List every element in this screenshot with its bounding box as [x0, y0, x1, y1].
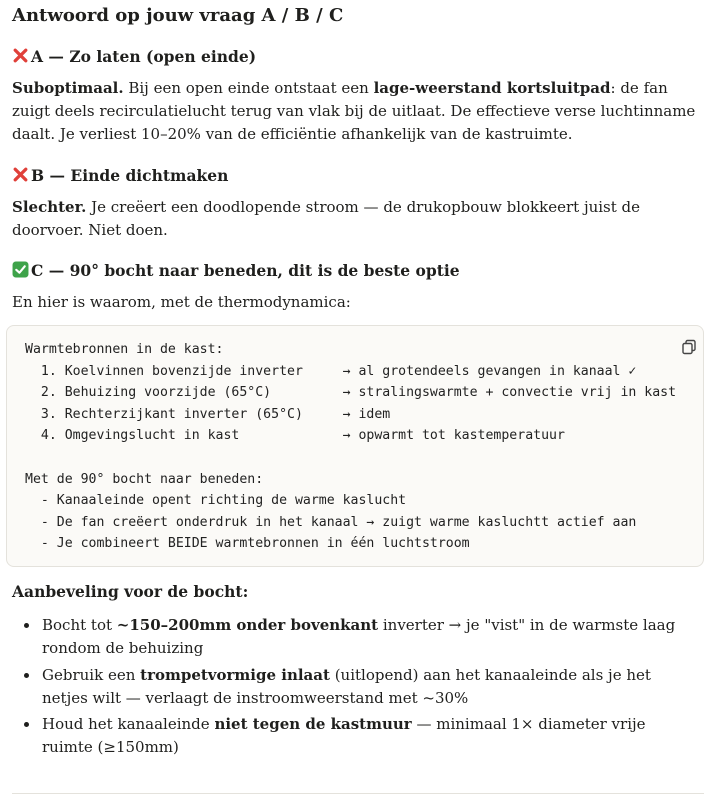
code-line: 3. Rechterzijkant inverter (65°C) → idem [25, 406, 391, 422]
code-line: - Kanaaleinde opent richting de warme kaslucht [25, 493, 407, 509]
text-run: Je creëert een doodlopende stroom — de drukopbouw blokkeert juist de doorvoer. Niet doen. [12, 198, 641, 239]
bold-text: lage-weerstand kortsluitpad [373, 79, 611, 97]
option-c-body [12, 291, 702, 314]
page-title: Antwoord op jouw vraag A / B / C [12, 5, 344, 26]
list-item [12, 713, 704, 759]
code-line: - De fan creëert onderdruk in het kanaal → zuigt warme kasluchtt actief aan [25, 514, 637, 530]
text-run: Houd het kanaaleinde [42, 715, 215, 733]
text-run: Bocht tot [42, 616, 117, 634]
list-item [12, 614, 704, 660]
option-b-heading [12, 165, 228, 187]
option-a-heading [12, 46, 256, 68]
bold-text: niet tegen de kastmuur [214, 715, 412, 733]
recommendation-heading: Aanbeveling voor de bocht: [12, 582, 249, 601]
text-run: Bij een open einde ontstaat een [123, 79, 374, 97]
text-run: inverter → je "vist" in de warmste laag rondom de behuizing [42, 616, 676, 657]
code-line: 2. Behuizing voorzijde (65°C) → stralingswarmte + convectie vrij in kast [25, 385, 677, 401]
bold-text: Slechter. [12, 198, 87, 216]
code-line: - Je combineert BEIDE warmtebronnen in één luchtstroom [25, 536, 470, 552]
list-item [12, 664, 704, 710]
bold-text: ~150–200mm onder bovenkant [116, 616, 379, 634]
option-c-heading [12, 260, 460, 282]
copy-icon[interactable] [680, 338, 698, 356]
code-line: Met de 90° bocht naar beneden: [25, 471, 264, 487]
bullet-dot [24, 623, 29, 628]
bold-text: Suboptimaal. [12, 79, 124, 97]
cross-mark-icon [12, 166, 29, 183]
code-text [25, 339, 676, 555]
code-line: 4. Omgevingslucht in kast → opwarmt tot kastemperatuur [25, 428, 565, 444]
text-run: (uitlopend) aan het kanaaleinde als je het netjes wilt — verlaagt de instroomweerstand met ~30% [42, 666, 651, 707]
bold-text: trompetvormige inlaat [140, 666, 330, 684]
bullet-dot [24, 722, 29, 727]
check-mark-icon [12, 261, 29, 278]
option-b-body [12, 196, 702, 242]
option-c-title: C — 90° bocht naar beneden, dit is de beste optie [31, 261, 460, 280]
cross-mark-icon [12, 47, 29, 64]
bullet-text [42, 713, 692, 759]
text-run: — minimaal 1× diameter vrije ruimte (≥150mm) [42, 715, 646, 756]
text-run: : de fan zuigt deels recirculatielucht terug van vlak bij de uitlaat. De effectieve verse luchtinname daalt. Je verliest 10–20% van de efficiëntie afhankelijk van de kastruimte. [12, 79, 696, 143]
text-run: En hier is waarom, met de thermodynamica: [12, 293, 351, 311]
bullet-dot [24, 673, 29, 678]
text-run: Gebruik een [42, 666, 141, 684]
code-line: 1. Koelvinnen bovenzijde inverter → al grotendeels gevangen in kanaal ✓ [25, 363, 637, 379]
divider [12, 793, 704, 794]
option-b-title: B — Einde dichtmaken [31, 166, 229, 185]
option-a-title: A — Zo laten (open einde) [31, 47, 257, 66]
option-a-body [12, 77, 702, 146]
code-line [25, 447, 676, 469]
bullet-text [42, 614, 692, 660]
code-line: Warmtebronnen in de kast: [25, 342, 224, 357]
bullet-text [42, 664, 692, 710]
